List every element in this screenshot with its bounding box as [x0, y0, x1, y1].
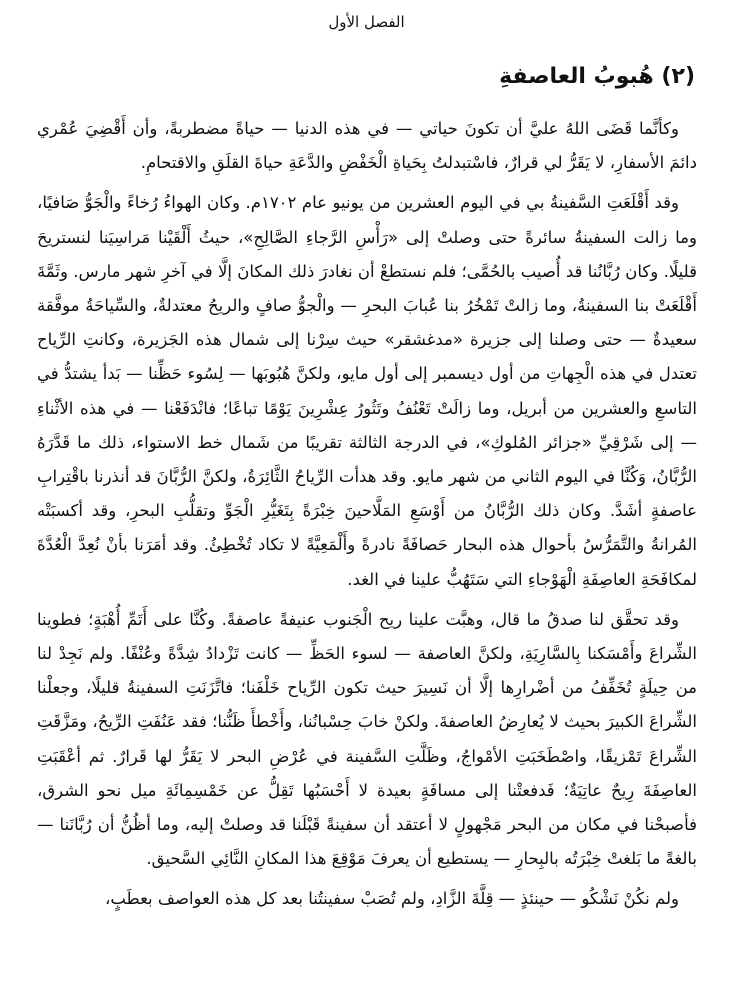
- section-title: (٢) هُبوبُ العاصفةِ: [499, 64, 695, 89]
- body-text: [37, 112, 697, 923]
- paragraph: وقد أَقْلَعَتِ السَّفينةُ بي في اليوم العشرين من يونيو عام ١٧٠٢م. وكان الهواءُ رُخاءً والْجَوُّ صَافيًا، وما زالت السفينةُ سائرةً حتى وصلتْ إلى «رَأْسِ الرَّجاءِ الصَّالِحِ»، حيثُ أَلْقَيْنا مَراسِيَنا لنستريحَ قليلًا. وكان رُبَّانُنا قد أُصيب بالحُمَّى؛ فلم نستطعْ أن نغادرَ ذلك المكانَ إلَّا في آخرِ شهر مارس. وثَمَّةَ أَقْلَعَتْ بنا السفينةُ، وما زالتْ تَمْخُرُ بنا عُبابَ البحرِ — والْجوُّ صافٍ والريحُ معتدلةٌ، والسِّياحَةُ موفَّقة سعيدةٌ — حتى وصلنا إلى جزيرة «مدغشقر» حيث سِرْنا إلى شمال هذه الجَزيرة، وكانتِ الرِّياح تعتدل في هذه الْجِهاتِ من أول ديسمبر إلى أول مايو، ولكنَّ هُبُوبَها — لِسُوء حَظِّنا — بَدأ يشتدُّ في التاسعِ والعشرين من أبريل، وما زالَتْ تَعْنُفُ وتَثُورُ عِشْرِينَ يَوْمًا تباعًا؛ فانْدَفَعْنا — في هذه الأثْناءِ — إلى شَرْقِيِّ «جزائر المُلوكِ»، في الدرجة الثالثة تقريبًا من شَمال خط الاستواء، ذلك ما قَدَّرَهُ الرُّبَّانُ، وَكُنَّا في اليوم الثاني من شهر مايو. وقد هدأت الرِّياحُ الثَّائِرَةُ، ولكنَّ الرُّبَّانَ قد أنذرنا باقْتِرابِ عاصفةٍ أشَدَّ. وكان ذلك الرُّبَّانُ من أَوْسَعِ المَلَّاحينَ خِبْرَةً بِتَغَيُّرِ الْجَوِّ وتقلُّبِ البحرِ، وقد أكسبَتْه المُرانةُ والتَّمَرُّسُ بأحوال هذه البحار حَصافَةً نادرةً وأَلْمَعِيَّةً لا تكاد تُخْطِئُ. وقد أمَرَنا بأنْ نُعِدَّ الْعُدَّةَ لمكافَحَةِ العاصِفَةِ الْهَوْجاءِ التي سَتَهُبُّ علينا في الغد.: [37, 193, 697, 589]
- paragraph: وقد تحقَّق لنا صدقُ ما قال، وهبَّت علينا ريح الْجَنوب عنيفةً عاصفةً. وكُنَّا على أَتَمِّ أُهْبَةٍ؛ فطوينا الشِّراعَ وأَمْسَكنا بِالسَّارِيَةِ، ولكنَّ العاصفة — لسوء الحَظِّ — كانت تَزْدادُ شِدَّةً وعُنْفًا. ولم نَجِدْ لنا من حِيلَةٍ تُخَفِّفُ من أضْرارِها إلَّا أن نَسِيرَ حيث تكون الرِّياح خَلْفَنا؛ فاتَّزَنَتِ السفينةُ قليلًا، وجعلْنا الشِّراعَ الكبيرَ بحيث لا يُعارِضُ العاصفةَ. ولكنْ خابَ حِسْبانُنا، وأَخْطأَ ظَنُّنا؛ فقد عَنُفَتِ الرِّيحُ، ومَزَّقَتِ الشِّراعَ تَمْزيقًا، واصْطَخَبَتِ الأمْواجُ، وظَلَّتِ السَّفينة في عُرْضِ البحر لا يَقَرُّ لها قَرارٌ. ثم أعْقَبَتِ العاصِفَةَ رِيحٌ عاتِيَةٌ؛ فَدفعتْنا إلى مسافَةٍ بعيدة لا أَحْسَبُها تَقِلُّ عن خَمْسِمِائَةِ ميل نحو الشرق، فأصبحْنا في مكان من البحر مَجْهولٍ لا أعتقد أن سفينةً قَبْلَنا قد وصلتْ إليه، وما أظُنُّ أن رُبَّانَنا — بالغةً ما بَلغتْ خِبْرَتُه بالبِحارِ — يستطيع أن يعرفَ مَوْقِعَ هذا المكانِ النَّائِي السَّحيق.: [37, 609, 697, 869]
- paragraph: وكأنَّما قَضَى اللهُ عليَّ أن تكونَ حياتي — في هذه الدنيا — حياةً مضطربةً، وأن أَقْضِيَ عُمْري دائمَ الأسفارِ، لا يَقَرُّ لي قرارٌ، فاسْتبدلتُ بِحَياةِ الْخَفْضِ والدَّعَةِ حياةَ القلَقِ والاقتحامِ.: [37, 119, 697, 173]
- paragraph: ولم نكُنْ نَشْكُو — حينئذٍ — قِلَّةَ الزَّادِ، ولم تُصَبْ سفينتُنا بعد كل هذه العواصف بعطَبٍ،: [105, 889, 679, 909]
- running-header: الفصل الأول: [328, 13, 405, 31]
